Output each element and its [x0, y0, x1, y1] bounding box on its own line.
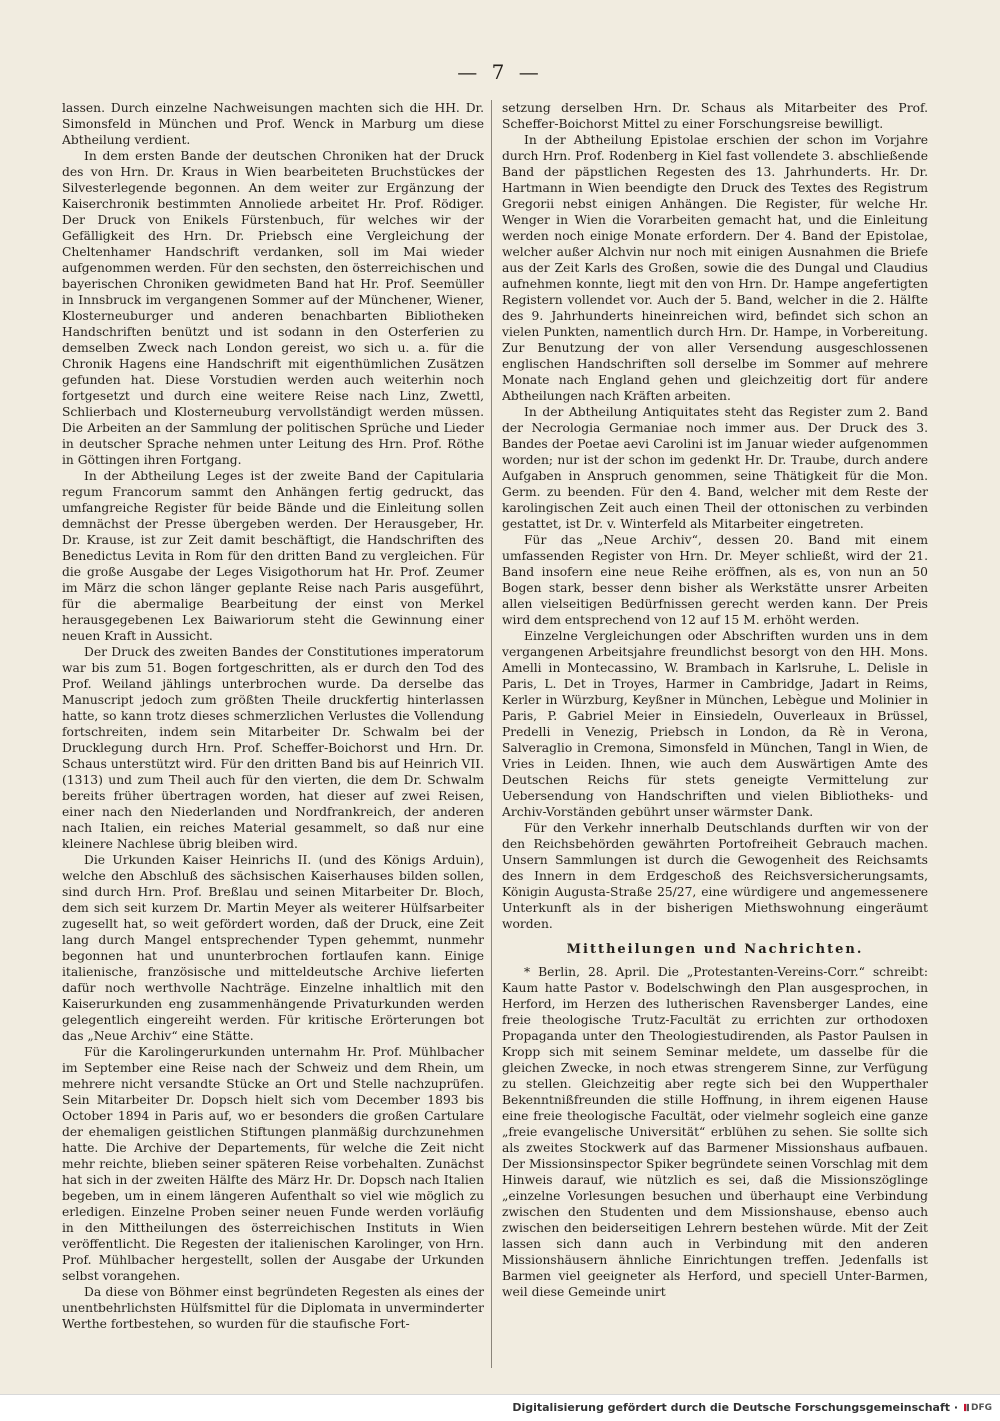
- paragraph: Für die Karolingerurkunden unternahm Hr. Prof. Mühlbacher im September eine Reise nach der Schweiz und dem Rhein, um mehrere nicht versandte Stücke an Ort und Stelle nachzuprüfen. Sein Mitarbeiter Dr. Dopsch hielt sich vom December 1893 bis October 1894 in Paris auf, wo er besonders die großen Cartulare der ehemaligen geistlichen Stiftungen planmäßig durchzunehmen hatte. Die Archive der Departements, für welche die Zeit nicht mehr reichte, blieben seiner späteren Reise vorbehalten. Zunächst hat sich in der zweiten Hälfte des März Hr. Dr. Dopsch nach Italien begeben, um in einem längeren Aufenthalt so viel wie möglich zu erledigen. Einzelne Proben seiner neuen Funde werden vorläufig in den Mittheilungen des österreichischen Instituts in Wien veröffentlicht. Die Regesten der italienischen Karolinger, von Hrn. Prof. Mühlbacher hergestellt, sollen der Ausgabe der Urkunden selbst vorangehen.: [62, 1045, 484, 1283]
- paragraph: In der Abtheilung Epistolae erschien der schon im Vorjahre durch Hrn. Prof. Rodenberg in Kiel fast vollendete 3. abschließende Band der päpstlichen Regesten des 13. Jahrhunderts. Hr. Dr. Hartmann in Wien beendigte den Druck des Textes des Registrum Gregorii nebst einigen Anhängen. Die Register, für welche Hr. Wenger in Wien die Vorarbeiten gemacht hat, und die Einleitung werden noch einige Monate erfordern. Der 4. Band der Epistolae, welcher außer Alchvin nur noch mit einigen Ausnahmen die Briefe aus der Zeit Karls des Großen, sowie die des Dungal und Claudius aufnehmen konnte, liegt mit den von Hrn. Dr. Hampe angefertigten Registern vollendet vor. Auch der 5. Band, welcher in die 2. Hälfte des 9. Jahrhunderts hineinreichen wird, befindet sich schon an vielen Punkten, namentlich durch Hrn. Dr. Hampe, in Vorbereitung. Zur Benutzung der von aller Versendung ausgeschlossenen englischen Handschriften soll derselbe im Sommer auf mehrere Monate nach England gehen und gleichzeitig dort für andere Abtheilungen nach Kräften arbeiten.: [502, 133, 928, 403]
- paragraph: In der Abtheilung Antiquitates steht das Register zum 2. Band der Necrologia Germaniae noch immer aus. Der Druck des 3. Bandes der Poetae aevi Carolini ist im Januar wieder aufgenommen worden; nur ist der schon im gedenkt Hr. Dr. Traube, durch andere Aufgaben in Anspruch genommen, seine Thätigkeit für die Mon. Germ. zu beenden. Für den 4. Band, welcher mit dem Reste der karolingischen Zeit auch einen Theil der ottonischen zu verbinden gestattet, ist Dr. v. Winterfeld als Mitarbeiter eingetreten.: [502, 405, 928, 531]
- paragraph: Für das „Neue Archiv“, dessen 20. Band mit einem umfassenden Register von Hrn. Dr. Meyer schließt, wird der 21. Band insofern eine neue Reihe eröffnen, als es, von nun an 50 Bogen stark, besser denn bisher als Werkstätte unsrer Arbeiten allen vielseitigen Bedürfnissen gerecht werden kann. Der Preis wird dem entsprechend von 12 auf 15 M. erhöht werden.: [502, 533, 928, 627]
- paragraph: setzung derselben Hrn. Dr. Schaus als Mitarbeiter des Prof. Scheffer-Boichorst Mittel zu einer Forschungsreise bewilligt.: [502, 101, 928, 131]
- right-column: [502, 100, 928, 1368]
- paragraph: Die Urkunden Kaiser Heinrichs II. (und des Königs Arduin), welche den Abschluß des sächsischen Kaiserhauses bilden sollen, sind durch Hrn. Prof. Breßlau und seinen Mitarbeiter Dr. Bloch, dem sich seit kurzem Dr. Martin Meyer als weiterer Hülfsarbeiter zugesellt hat, so weit gefördert worden, daß der Druck, eine Zeit lang durch Mangel entsprechender Typen gehemmt, nunmehr begonnen hat und ununterbrochen fortlaufen kann. Einige italienische, französische und mitteldeutsche Archive lieferten dafür noch werthvolle Nachträge. Einzelne inhaltlich mit den Kaiserurkunden eng zusammenhängende Privaturkunden werden gelegentlich eingereiht werden. Für kritische Erörterungen bot das „Neue Archiv“ eine Stätte.: [62, 853, 484, 1043]
- section-heading: Mittheilungen und Nachrichten.: [566, 942, 864, 957]
- paragraph: In dem ersten Bande der deutschen Chroniken hat der Druck des von Hrn. Dr. Kraus in Wien bearbeiteten Bruchstückes der Silvesterlegende begonnen. An dem weiter zur Ergänzung der Kaiserchronik bestimmten Annoliede arbeitet Hr. Prof. Rödiger. Der Druck von Enikels Fürstenbuch, für welches wir der Gefälligkeit des Hrn. Dr. Priebsch eine Vergleichung der Cheltenhamer Handschrift verdanken, soll im Mai wieder aufgenommen werden. Für den sechsten, den österreichischen und bayerischen Chroniken gewidmeten Band hat Hr. Prof. Seemüller in Innsbruck im vergangenen Sommer auf der Münchener, Wiener, Klosterneuburger und anderen benachbarten Bibliotheken Handschriften benützt und ist sodann in den Osterferien zu demselben Zweck nach London gereist, wo sich u. a. für die Chronik Hagens eine Handschrift mit eigenthümlichen Zusätzen gefunden hat. Diese Vorstudien werden auch weiterhin noch fortgesetzt und durch eine weitere Reise nach Linz, Zwettl, Schlierbach und Klosterneuburg vervollständigt werden müssen. Die Arbeiten an der Sammlung der politischen Sprüche und Lieder in deutscher Sprache nehmen unter Leitung des Hrn. Prof. Röthe in Göttingen ihren Fortgang.: [62, 149, 484, 467]
- digitization-footer: [0, 1394, 1000, 1421]
- paragraph: Da diese von Böhmer einst begründeten Regesten als eines der unentbehrlichsten Hülfsmittel für die Diplomata in unverminderter Werthe fortbestehen, so wurden für die staufische Fort-: [62, 1285, 484, 1331]
- dfg-logo-text: DFG: [970, 1402, 992, 1413]
- paragraph: Für den Verkehr innerhalb Deutschlands durften wir von der den Reichsbehörden gewährten Portofreiheit Gebrauch machen. Unsern Sammlungen ist durch die Gewogenheit des Reichsamts des Innern in dem Erdgeschoß des Reichsversicherungsamts, Königin Augusta-Straße 25/27, eine würdigere und angemessenere Unterkunft als in der bisherigen Miethswohnung eingeräumt worden.: [502, 821, 928, 931]
- footer-credit: Digitalisierung gefördert durch die Deutsche Forschungsgemeinschaft ·: [512, 1401, 958, 1414]
- paragraph: Der Druck des zweiten Bandes der Constitutiones imperatorum war bis zum 51. Bogen fortgeschritten, als er durch den Tod des Prof. Weiland jählings unterbrochen wurde. Da derselbe das Manuscript jedoch zum größten Theile druckfertig hinterlassen hatte, so kann trotz dieses schmerzlichen Verlustes die Vollendung fortschreiten, indem sein Mitarbeiter Dr. Schwalm bei der Drucklegung durch Hrn. Prof. Scheffer-Boichorst und Hrn. Dr. Schaus unterstützt wird. Für den dritten Band bis auf Heinrich VII. (1313) und zum Theil auch für den vierten, die dem Dr. Schwalm bereits früher übertragen worden, hat dieser auf zwei Reisen, einer nach den Niederlanden und Nordfrankreich, der anderen nach Italien, ein reiches Material gesammelt, so daß nur eine kleinere Nachlese übrig bleiben wird.: [62, 645, 484, 851]
- paragraph: In der Abtheilung Leges ist der zweite Band der Capitularia regum Francorum sammt den Anhängen fertig gedruckt, das umfangreiche Register für beide Bände und die Einleitung sollen demnächst der Presse übergeben werden. Der Herausgeber, Hr. Dr. Krause, ist zur Zeit damit beschäftigt, die Handschriften des Benedictus Levita in Rom für den dritten Band zu vergleichen. Für die große Ausgabe der Leges Visigothorum hat Hr. Prof. Zeumer im März die schon länger geplante Reise nach Paris ausgeführt, für die abermalige Bearbeitung der einst von Merkel herausgegebenen Lex Baiwariorum steht die Gewinnung einer neuen Kraft in Aussicht.: [62, 469, 484, 643]
- paragraph: lassen. Durch einzelne Nachweisungen machten sich die HH. Dr. Simonsfeld in München und Prof. Wenck in Marburg um diese Abtheilung verdient.: [62, 101, 484, 147]
- paragraph: Einzelne Vergleichungen oder Abschriften wurden uns in dem vergangenen Arbeitsjahre freundlichst besorgt von den HH. Mons. Amelli in Montecassino, W. Brambach in Karlsruhe, L. Delisle in Paris, L. Det in Troyes, Harmer in Cambridge, Jadart in Reims, Kerler in Würzburg, Keyßner in München, Lebègue und Molinier in Paris, P. Gabriel Meier in Einsiedeln, Ouverleaux in Brüssel, Predelli in Venezig, Priebsch in London, da Rè in Verona, Salveraglio in Cremona, Simonsfeld in München, Tangl in Wien, de Vries in Leiden. Ihnen, wie auch dem Auswärtigen Amte des Deutschen Reichs für stets geneigte Vermittelung zur Uebersendung von Handschriften und vielen Bibliotheks- und Archiv-Vorständen gebührt unser wärmster Dank.: [502, 629, 928, 819]
- left-column: [62, 100, 484, 1368]
- dfg-logo-icon: [964, 1400, 992, 1415]
- column-divider: [491, 100, 492, 1368]
- page-number: — 7 —: [457, 60, 543, 84]
- dfg-mark-icon: [964, 1401, 969, 1414]
- paragraph: * Berlin, 28. April. Die „Protestanten-Vereins-Corr.“ schreibt: Kaum hatte Pastor v. Bodelschwingh den Plan ausgesprochen, in Herford, im Herzen des lutherischen Ravensberger Landes, eine freie theologische Trutz-Facultät zu errichten zur orthodoxen Propaganda unter den Theologiestudirenden, als Pastor Paulsen in Kropp sich mit seinem Seminar meldete, um dasselbe für die gleichen Zwecke, in noch etwas strengerem Sinne, zur Verfügung zu stellen. Gleichzeitig aber regte sich bei den Wupperthaler Bekenntnißfreunden die stille Hoffnung, in ihrem eigenen Hause eine freie theologische Facultät, oder vielmehr sogleich eine ganze „freie evangelische Universität“ erblühen zu sehen. Sie sollte sich als zweites Stockwerk auf das Barmener Missionshaus aufbauen. Der Missionsinspector Spiker begründete seinen Vorschlag mit dem Hinweis darauf, wie nützlich es sei, daß die Missionszöglinge „einzelne Vorlesungen besuchen und überhaupt eine Verbindung zwischen den Studenten und dem Missionshause, ebenso auch zwischen den beiderseitigen Lehrern bestehen würde. Mit der Zeit lassen sich dann auch in Verbindung mit den anderen Missionshäusern ähnliche Einrichtungen treffen. Jedenfalls ist Barmen viel geeigneter als Herford, und speciell Unter-Barmen, weil diese Gemeinde unirt: [502, 965, 928, 1299]
